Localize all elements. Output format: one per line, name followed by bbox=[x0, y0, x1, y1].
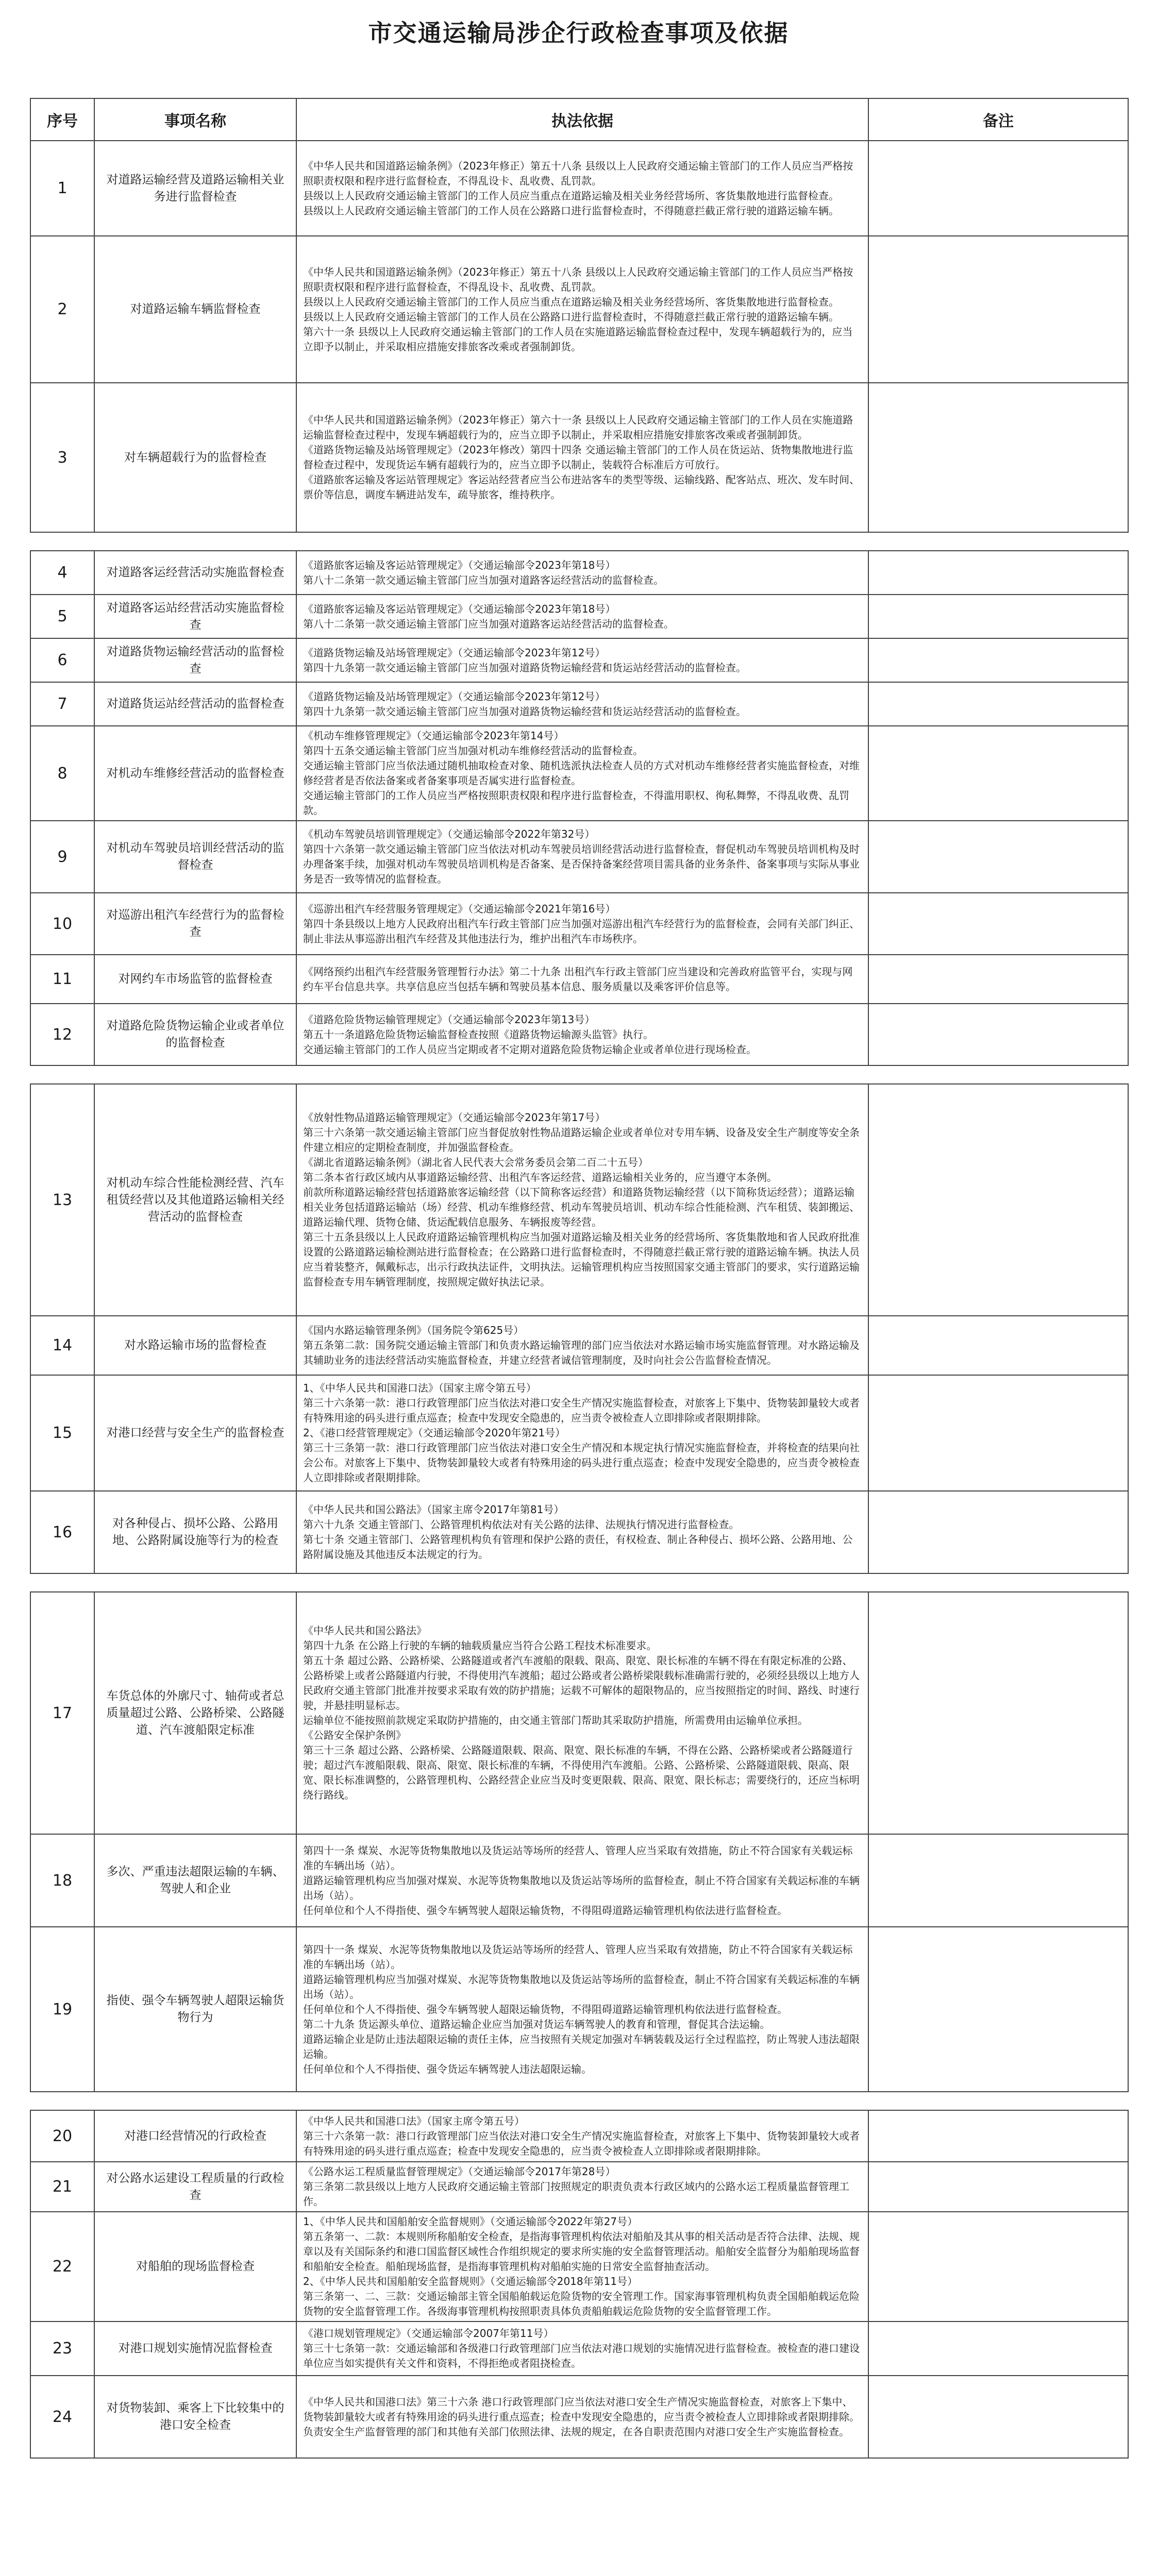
item-name: 对道路货运站经营活动的监督检查 bbox=[94, 682, 296, 726]
item-name: 对巡游出租汽车经营行为的监督检查 bbox=[94, 893, 296, 955]
basis-line: 交通运输主管部门的工作人员应当严格按照职责权限和程序进行监督检查，不得滥用职权、徇私舞弊，不得乱收费、乱罚款。 bbox=[303, 789, 849, 817]
basis-line: 第五条第二款：国务院交通运输主管部门和负责水路运输管理的部门应当依法对水路运输市场实施监督管理。对水路运输及其辅助业务的违法经营活动实施监督检查，并建立经营者诚信管理制度，及时向社会公告监督检查情况。 bbox=[303, 1339, 860, 1366]
basis-line: 《道路货物运输及站场管理规定》（交通运输部令2023年第12号） bbox=[303, 690, 606, 703]
table-row bbox=[30, 2110, 1128, 2162]
legal-basis bbox=[296, 1927, 868, 2092]
legal-basis bbox=[296, 2321, 868, 2376]
table-row bbox=[30, 236, 1128, 383]
legal-basis bbox=[296, 1084, 868, 1316]
page-title: 市交通运输局涉企行政检查事项及依据 bbox=[368, 19, 789, 47]
basis-line: 2、《中华人民共和国船舶安全监督规则》（交通运输部令2018年第11号） bbox=[303, 2275, 638, 2287]
basis-line: 《道路货物运输及站场管理规定》（2023年修改）第四十四条 交通运输主管部门的工作人员在货运站、货物集散地进行监督检查过程中，发现货运车辆有超载行为的，应当立即予以制止，装载符合标准后方可放行。 bbox=[303, 444, 853, 471]
basis-line: 第四十五条交通运输主管部门应当加强对机动车维修经营活动的监督检查。 bbox=[303, 744, 643, 757]
table-row bbox=[30, 1491, 1128, 1573]
basis-line: 交通运输主管部门的工作人员应当定期或者不定期对道路危险货物运输企业或者单位进行现场检查。 bbox=[303, 1043, 757, 1056]
table-row bbox=[30, 1834, 1128, 1927]
remark-cell bbox=[868, 1491, 1128, 1573]
basis-line: 第五十条 超过公路、公路桥梁、公路隧道或者汽车渡船的限载、限高、限宽、限长标准的车辆不得在有限定标准的公路、公路桥梁上或者公路隧道内行驶，不得使用汽车渡船；超过公路或者公路桥梁限载标准确需行驶的，必须经县级以上地方人民政府交通主管部门批准并按要求采取有效的防护措施；运载不可解体的超限物品的，应当按照指定的时间、路线、时速行驶，并悬挂明显标志。 bbox=[303, 1654, 860, 1711]
basis-line: 任何单位和个人不得指使、强令车辆驾驶人超限运输货物，不得阻碍道路运输管理机构依法进行监督检查。 bbox=[303, 2003, 787, 2015]
basis-line: 《中华人民共和国道路运输条例》（2023年修正）第五十八条 县级以上人民政府交通运输主管部门的工作人员应当严格按照职责权限和程序进行监督检查，不得乱设卡、乱收费、乱罚款。 bbox=[303, 265, 853, 293]
basis-line: 第三十六条第一款交通运输主管部门应当督促放射性物品道路运输企业或者单位对专用车辆、设备及安全生产制度等安全条件建立相应的定期检查制度，并加强监督检查。 bbox=[303, 1126, 860, 1154]
legal-basis bbox=[296, 1316, 868, 1375]
remark-cell bbox=[868, 383, 1128, 532]
basis-line: 第四十九条 在公路上行驶的车辆的轴载质量应当符合公路工程技术标准要求。 bbox=[303, 1639, 657, 1652]
legal-basis bbox=[296, 821, 868, 893]
remark-cell bbox=[868, 1592, 1128, 1834]
remark-cell bbox=[868, 2162, 1128, 2212]
basis-line: 第五条第一、二款：本规则所称船舶安全检查，是指海事管理机构依法对船舶及其从事的相关活动是否符合法律、法规、规章以及有关国际条约和港口国监督区域性合作组织规定的要求所实施的安全监督管理活动。船舶安全监督分为船舶现场监督和船舶安全检查。船舶现场监督，是指海事管理机构对船舶实施的日常安全监督抽查活动。 bbox=[303, 2230, 860, 2273]
basis-line: 第三十五条县级以上人民政府道路运输管理机构应当加强对道路运输及相关业务的经营场所、客货集散地和省人民政府批准设置的公路道路运输检测站进行监督检查；在公路路口进行监督检查时，不得随意拦截正常行驶的道路运输车辆。执法人员应当着装整齐，佩戴标志，出示行政执法证件，文明执法。运输管理机构应当按照国家交通主管部门的要求，实行道路运输监督检查专用车辆管理制度，按照规定做好执法记录。 bbox=[303, 1231, 860, 1288]
item-name: 对道路客运经营活动实施监督检查 bbox=[94, 551, 296, 595]
table-row bbox=[30, 1084, 1128, 1316]
row-number: 20 bbox=[30, 2110, 94, 2162]
legal-basis bbox=[296, 1491, 868, 1573]
basis-line: 县级以上人民政府交通运输主管部门的工作人员应当重点在道路运输及相关业务经营场所、客货集散地进行监督检查。 bbox=[303, 189, 839, 202]
row-number: 12 bbox=[30, 1004, 94, 1065]
basis-line: 第四十九条第一款交通运输主管部门应当加强对道路货物运输经营和货运站经营活动的监督检查。 bbox=[303, 705, 746, 718]
header-num: 序号 bbox=[30, 98, 94, 141]
legal-basis bbox=[296, 2212, 868, 2321]
item-name: 对货物装卸、乘客上下比较集中的港口安全检查 bbox=[94, 2376, 296, 2458]
basis-line: 《巡游出租汽车经营服务管理规定》（交通运输部令2021年第16号） bbox=[303, 902, 616, 915]
basis-line: 第六十一条 县级以上人民政府交通运输主管部门的工作人员在实施道路运输监督检查过程中，发现车辆超载行为的，应当立即予以制止，并采取相应措施安排旅客改乘或者强制卸货。 bbox=[303, 325, 853, 353]
basis-line: 《中华人民共和国公路法》 bbox=[303, 1624, 427, 1637]
basis-line: 道路运输管理机构应当加强对煤炭、水泥等货物集散地以及货运站等场所的监督检查，制止不符合国家有关载运标准的车辆出场（站）。 bbox=[303, 1973, 860, 2001]
section-gap bbox=[30, 532, 1128, 551]
basis-line: 任何单位和个人不得指使、强令车辆驾驶人超限运输货物，不得阻碍道路运输管理机构依法进行监督检查。 bbox=[303, 1904, 787, 1917]
table-row bbox=[30, 726, 1128, 821]
basis-line: 县级以上人民政府交通运输主管部门的工作人员应当重点在道路运输及相关业务经营场所、客货集散地进行监督检查。 bbox=[303, 295, 839, 308]
basis-line: 第三十六条第一款：港口行政管理部门应当依法对港口安全生产情况实施监督检查，对旅客上下集中、货物装卸量较大或者有特殊用途的码头进行重点巡查；检查中发现安全隐患的，应当责令被检查人立即排除或者限期排除。 bbox=[303, 2129, 860, 2157]
remark-cell bbox=[868, 1316, 1128, 1375]
remark-cell bbox=[868, 1375, 1128, 1491]
basis-line: 《公路安全保护条例》 bbox=[303, 1729, 406, 1741]
remark-cell bbox=[868, 955, 1128, 1004]
basis-line: 《中华人民共和国港口法》（国家主席令第五号） bbox=[303, 2114, 525, 2127]
basis-line: 第二十九条 货运源头单位、道路运输企业应当加强对货运车辆驾驶人的教育和管理，督促其合法运输。 bbox=[303, 2018, 770, 2030]
basis-line: 《中华人民共和国道路运输条例》（2023年修正）第六十一条 县级以上人民政府交通运输主管部门的工作人员在实施道路运输监督检查过程中，发现车辆超载行为的，应当立即予以制止，并采取相应措施安排旅客改乘或者强制卸货。 bbox=[303, 414, 853, 441]
item-name: 对车辆超载行为的监督检查 bbox=[94, 383, 296, 532]
basis-line: 第七十条 交通主管部门、公路管理机构负有管理和保护公路的责任，有权检查、制止各种侵占、损坏公路、公路用地、公路附属设施及其他违反本法规定的行为。 bbox=[303, 1533, 853, 1561]
header-note: 备注 bbox=[868, 98, 1128, 141]
legal-basis bbox=[296, 726, 868, 821]
table-body bbox=[30, 141, 1128, 2458]
basis-line: 《国内水路运输管理条例》（国务院令第625号） bbox=[303, 1324, 524, 1336]
remark-cell bbox=[868, 1084, 1128, 1316]
row-number: 15 bbox=[30, 1375, 94, 1491]
basis-line: 《网络预约出租汽车经营服务管理暂行办法》第二十九条 出租汽车行政主管部门应当建设和完善政府监管平台，实现与网约车平台信息共享。共享信息应当包括车辆和驾驶员基本信息、服务质量以及乘客评价信息等。 bbox=[303, 965, 853, 993]
row-number: 11 bbox=[30, 955, 94, 1004]
remark-cell bbox=[868, 821, 1128, 893]
item-name: 指使、强令车辆驾驶人超限运输货物行为 bbox=[94, 1927, 296, 2092]
legal-basis bbox=[296, 893, 868, 955]
remark-cell bbox=[868, 726, 1128, 821]
section-gap bbox=[30, 1573, 1128, 1592]
table-row bbox=[30, 1004, 1128, 1065]
remark-cell bbox=[868, 551, 1128, 595]
item-name: 对机动车维修经营活动的监督检查 bbox=[94, 726, 296, 821]
table-row bbox=[30, 1592, 1128, 1834]
table-row bbox=[30, 955, 1128, 1004]
legal-basis bbox=[296, 955, 868, 1004]
row-number: 10 bbox=[30, 893, 94, 955]
basis-line: 《道路危险货物运输管理规定》（交通运输部令2023年第13号） bbox=[303, 1013, 595, 1026]
section-gap bbox=[30, 2092, 1128, 2110]
row-number: 14 bbox=[30, 1316, 94, 1375]
basis-line: 2、《港口经营管理规定》（交通运输部令2020年第21号） bbox=[303, 1427, 566, 1439]
basis-line: 第三十七条第一款：交通运输部和各级港口行政管理部门应当依法对港口规划的实施情况进行监督检查。被检查的港口建设单位应当如实提供有关文件和资料，不得拒绝或者阻挠检查。 bbox=[303, 2342, 860, 2369]
basis-line: 交通运输主管部门应当依法通过随机抽取检查对象、随机选派执法检查人员的方式对机动车维修经营者实施监督检查，对维修经营者是否依法备案或者备案事项是否属实进行监督检查。 bbox=[303, 759, 860, 787]
basis-line: 第四十六条第一款交通运输主管部门应当依法对机动车驾驶员培训经营活动进行监督检查，督促机动车驾驶员培训机构及时办理备案手续，加强对机动车驾驶员培训机构是否备案、是否保持备案经营项目需具备的业务条件、备案事项与实际从事业务是否一致等情况的监督检查。 bbox=[303, 843, 860, 885]
remark-cell bbox=[868, 2376, 1128, 2458]
item-name: 对船舶的现场监督检查 bbox=[94, 2212, 296, 2321]
basis-line: 《放射性物品道路运输管理规定》（交通运输部令2023年第17号） bbox=[303, 1111, 606, 1124]
row-number: 1 bbox=[30, 141, 94, 236]
basis-line: 1、《中华人民共和国船舶安全监督规则》（交通运输部令2022年第27号） bbox=[303, 2215, 638, 2228]
basis-line: 道路运输管理机构应当加强对煤炭、水泥等货物集散地以及货运站等场所的监督检查，制止不符合国家有关载运标准的车辆出场（站）。 bbox=[303, 1874, 860, 1902]
remark-cell bbox=[868, 236, 1128, 383]
item-name: 对公路水运建设工程质量的行政检查 bbox=[94, 2162, 296, 2212]
basis-line: 运输单位不能按照前款规定采取防护措施的，由交通主管部门帮助其采取防护措施，所需费用由运输单位承担。 bbox=[303, 1714, 808, 1726]
basis-line: 第二条本省行政区域内从事道路运输经营、出租汽车客运经营、道路运输相关业务的，应当遵守本条例。 bbox=[303, 1171, 777, 1183]
table-row bbox=[30, 682, 1128, 726]
table-row bbox=[30, 551, 1128, 595]
basis-line: 第三十三条 超过公路、公路桥梁、公路隧道限载、限高、限宽、限长标准的车辆，不得在公路、公路桥梁或者公路隧道行驶；超过汽车渡船限载、限高、限宽、限长标准的车辆，不得使用汽车渡船。公路、公路桥梁、公路隧道限载、限高、限宽、限长标准调整的，公路管理机构、公路经营企业应当及时变更限载、限高、限宽、限长标志；需要绕行的，还应当标明绕行路线。 bbox=[303, 1744, 860, 1801]
basis-line: 第三十六条第一款：港口行政管理部门应当依法对港口安全生产情况实施监督检查，对旅客上下集中、货物装卸量较大或者有特殊用途的码头进行重点巡查；检查中发现安全隐患的，应当责令被检查人立即排除或者限期排除。 bbox=[303, 1397, 860, 1424]
table-header-row bbox=[30, 98, 1128, 141]
item-name: 对各种侵占、损坏公路、公路用地、公路附属设施等行为的检查 bbox=[94, 1491, 296, 1573]
basis-line: 《道路旅客运输及客运站管理规定》客运站经营者应当公布进站客车的类型等级、运输线路、配客站点、班次、发车时间、票价等信息，调度车辆进站发车，疏导旅客，维持秩序。 bbox=[303, 473, 860, 501]
remark-cell bbox=[868, 1004, 1128, 1065]
basis-line: 第四十九条第一款交通运输主管部门应当加强对道路货物运输经营和货运站经营活动的监督检查。 bbox=[303, 661, 746, 674]
table-row bbox=[30, 893, 1128, 955]
basis-line: 《道路旅客运输及客运站管理规定》（交通运输部令2023年第18号） bbox=[303, 558, 616, 571]
legal-basis bbox=[296, 2376, 868, 2458]
table-row bbox=[30, 595, 1128, 638]
legal-basis bbox=[296, 2110, 868, 2162]
row-number: 22 bbox=[30, 2212, 94, 2321]
basis-line: 第四十条县级以上地方人民政府出租汽车行政主管部门应当加强对巡游出租汽车经营行为的监督检查，会同有关部门纠正、制止非法从事巡游出租汽车经营及其他违法行为，维护出租汽车市场秩序。 bbox=[303, 917, 860, 945]
basis-line: 1、《中华人民共和国港口法》（国家主席令第五号） bbox=[303, 1382, 536, 1394]
basis-line: 《道路货物运输及站场管理规定》（交通运输部令2023年第12号） bbox=[303, 646, 606, 659]
legal-basis bbox=[296, 1834, 868, 1927]
row-number: 24 bbox=[30, 2376, 94, 2458]
row-number: 4 bbox=[30, 551, 94, 595]
basis-line: 《机动车驾驶员培训管理规定》（交通运输部令2022年第32号） bbox=[303, 828, 595, 840]
row-number: 7 bbox=[30, 682, 94, 726]
table-row bbox=[30, 1927, 1128, 2092]
table-row bbox=[30, 383, 1128, 532]
item-name: 对道路货物运输经营活动的监督检查 bbox=[94, 638, 296, 682]
item-name: 对水路运输市场的监督检查 bbox=[94, 1316, 296, 1375]
row-number: 17 bbox=[30, 1592, 94, 1834]
table-row bbox=[30, 2376, 1128, 2458]
row-number: 5 bbox=[30, 595, 94, 638]
section-gap-cell bbox=[30, 532, 1128, 551]
item-name: 对港口经营情况的行政检查 bbox=[94, 2110, 296, 2162]
remark-cell bbox=[868, 2321, 1128, 2376]
basis-line: 第八十二条第一款交通运输主管部门应当加强对道路客运站经营活动的监督检查。 bbox=[303, 617, 674, 630]
basis-line: 《中华人民共和国道路运输条例》（2023年修正）第五十八条 县级以上人民政府交通运输主管部门的工作人员应当严格按照职责权限和程序进行监督检查，不得乱设卡、乱收费、乱罚款。 bbox=[303, 159, 853, 187]
row-number: 16 bbox=[30, 1491, 94, 1573]
row-number: 2 bbox=[30, 236, 94, 383]
table-row bbox=[30, 2162, 1128, 2212]
row-number: 8 bbox=[30, 726, 94, 821]
item-name: 多次、严重违法超限运输的车辆、驾驶人和企业 bbox=[94, 1834, 296, 1927]
legal-basis bbox=[296, 638, 868, 682]
row-number: 23 bbox=[30, 2321, 94, 2376]
legal-basis bbox=[296, 551, 868, 595]
legal-basis bbox=[296, 2162, 868, 2212]
section-gap-cell bbox=[30, 1065, 1128, 1084]
legal-basis bbox=[296, 682, 868, 726]
item-name: 对道路运输经营及道路运输相关业务进行监督检查 bbox=[94, 141, 296, 236]
basis-line: 任何单位和个人不得指使、强令货运车辆驾驶人违法超限运输。 bbox=[303, 2062, 592, 2075]
basis-line: 《机动车维修管理规定》（交通运输部令2023年第14号） bbox=[303, 730, 564, 742]
legal-basis bbox=[296, 236, 868, 383]
basis-line: 县级以上人民政府交通运输主管部门的工作人员在公路路口进行监督检查时，不得随意拦截正常行驶的道路运输车辆。 bbox=[303, 204, 839, 217]
item-name: 对港口规划实施情况监督检查 bbox=[94, 2321, 296, 2376]
remark-cell bbox=[868, 595, 1128, 638]
legal-basis bbox=[296, 595, 868, 638]
header-name: 事项名称 bbox=[94, 98, 296, 141]
basis-line: 县级以上人民政府交通运输主管部门的工作人员在公路路口进行监督检查时，不得随意拦截正常行驶的道路运输车辆。 bbox=[303, 310, 839, 323]
row-number: 19 bbox=[30, 1927, 94, 2092]
table-row bbox=[30, 2212, 1128, 2321]
basis-line: 第四十一条 煤炭、水泥等货物集散地以及货运站等场所的经营人、管理人应当采取有效措施，防止不符合国家有关载运标准的车辆出场（站）。 bbox=[303, 1844, 853, 1872]
item-name: 对道路客运站经营活动实施监督检查 bbox=[94, 595, 296, 638]
basis-line: 第五十一条道路危险货物运输监督检查按照《道路货物运输源头监管》执行。 bbox=[303, 1028, 653, 1041]
remark-cell bbox=[868, 141, 1128, 236]
legal-basis bbox=[296, 141, 868, 236]
item-name: 对网约车市场监管的监督检查 bbox=[94, 955, 296, 1004]
remark-cell bbox=[868, 1834, 1128, 1927]
section-gap-cell bbox=[30, 2092, 1128, 2110]
item-name: 车货总体的外廓尺寸、轴荷或者总质量超过公路、公路桥梁、公路隧道、汽车渡船限定标准 bbox=[94, 1592, 296, 1834]
row-number: 9 bbox=[30, 821, 94, 893]
table-row bbox=[30, 2321, 1128, 2376]
basis-line: 《中华人民共和国港口法》第三十六条 港口行政管理部门应当依法对港口安全生产情况实施监督检查，对旅客上下集中、货物装卸量较大或者有特殊用途的码头进行重点巡查；检查中发现安全隐患的，应当责令被检查人立即排除或者限期排除。负责安全生产监督管理的部门和其他有关部门依照法律、法规的规定，在各自职责范围内对港口安全生产实施监督检查。 bbox=[303, 2395, 860, 2438]
legal-basis bbox=[296, 1592, 868, 1834]
header-basis: 执法依据 bbox=[296, 98, 868, 141]
table-row bbox=[30, 1316, 1128, 1375]
basis-line: 第六十九条 交通主管部门、公路管理机构依法对有关公路的法律、法规执行情况进行监督检查。 bbox=[303, 1518, 740, 1531]
legal-basis bbox=[296, 1004, 868, 1065]
table-row bbox=[30, 1375, 1128, 1491]
basis-line: 第三十三条第一款：港口行政管理部门应当依法对港口安全生产情况和本规定执行情况实施监督检查，并将检查的结果向社会公布。对旅客上下集中、货物装卸量较大或者有特殊用途的码头进行重点巡查；检查中发现安全隐患的，应当责令被检查人立即排除或者限期排除。 bbox=[303, 1442, 860, 1484]
table-row bbox=[30, 141, 1128, 236]
basis-line: 《公路水运工程质量监督管理规定》（交通运输部令2017年第28号） bbox=[303, 2165, 616, 2178]
basis-line: 第四十一条 煤炭、水泥等货物集散地以及货运站等场所的经营人、管理人应当采取有效措施，防止不符合国家有关载运标准的车辆出场（站）。 bbox=[303, 1943, 853, 1971]
basis-line: 《港口规划管理规定》（交通运输部令2007年第11号） bbox=[303, 2327, 554, 2340]
section-gap bbox=[30, 1065, 1128, 1084]
legal-basis bbox=[296, 383, 868, 532]
remark-cell bbox=[868, 893, 1128, 955]
section-gap-cell bbox=[30, 1573, 1128, 1592]
row-number: 21 bbox=[30, 2162, 94, 2212]
row-number: 13 bbox=[30, 1084, 94, 1316]
item-name: 对道路危险货物运输企业或者单位的监督检查 bbox=[94, 1004, 296, 1065]
basis-line: 道路运输企业是防止违法超限运输的责任主体，应当按照有关规定加强对车辆装载及运行全过程监控，防止驾驶人违法超限运输。 bbox=[303, 2032, 860, 2060]
remark-cell bbox=[868, 2110, 1128, 2162]
remark-cell bbox=[868, 638, 1128, 682]
row-number: 18 bbox=[30, 1834, 94, 1927]
item-name: 对港口经营与安全生产的监督检查 bbox=[94, 1375, 296, 1491]
inspection-table bbox=[30, 98, 1129, 2459]
basis-line: 第八十二条第一款交通运输主管部门应当加强对道路客运经营活动的监督检查。 bbox=[303, 573, 664, 586]
table-row bbox=[30, 638, 1128, 682]
row-number: 6 bbox=[30, 638, 94, 682]
remark-cell bbox=[868, 1927, 1128, 2092]
basis-line: 第三条第二款县级以上地方人民政府交通运输主管部门按照规定的职责负责本行政区域内的公路水运工程质量监督管理工作。 bbox=[303, 2180, 849, 2208]
basis-line: 《道路旅客运输及客运站管理规定》（交通运输部令2023年第18号） bbox=[303, 602, 616, 615]
item-name: 对道路运输车辆监督检查 bbox=[94, 236, 296, 383]
row-number: 3 bbox=[30, 383, 94, 532]
remark-cell bbox=[868, 2212, 1128, 2321]
basis-line: 《中华人民共和国公路法》（国家主席令2017年第81号） bbox=[303, 1503, 564, 1516]
remark-cell bbox=[868, 682, 1128, 726]
legal-basis bbox=[296, 1375, 868, 1491]
basis-line: 前款所称道路运输经营包括道路旅客运输经营（以下简称客运经营）和道路货物运输经营（以下简称货运经营）；道路运输相关业务包括道路运输站（场）经营、机动车维修经营、机动车驾驶员培训、机动车综合性能检测、汽车租赁、装卸搬运、道路运输代理、货物仓储、货运配载信息服务、车辆报废等经营。 bbox=[303, 1186, 860, 1228]
basis-line: 《湖北省道路运输条例》（湖北省人民代表大会常务委员会第二百二十五号） bbox=[303, 1156, 648, 1168]
basis-line: 第三条第一、二、三款：交通运输部主管全国船舶载运危险货物的安全管理工作。国家海事管理机构负责全国船舶载运危险货物的安全监督管理工作。各级海事管理机构按照职责具体负责船舶载运危险货物的安全监督管理工作。 bbox=[303, 2290, 860, 2317]
item-name: 对机动车驾驶员培训经营活动的监督检查 bbox=[94, 821, 296, 893]
item-name: 对机动车综合性能检测经营、汽车租赁经营以及其他道路运输相关经营活动的监督检查 bbox=[94, 1084, 296, 1316]
table-row bbox=[30, 821, 1128, 893]
